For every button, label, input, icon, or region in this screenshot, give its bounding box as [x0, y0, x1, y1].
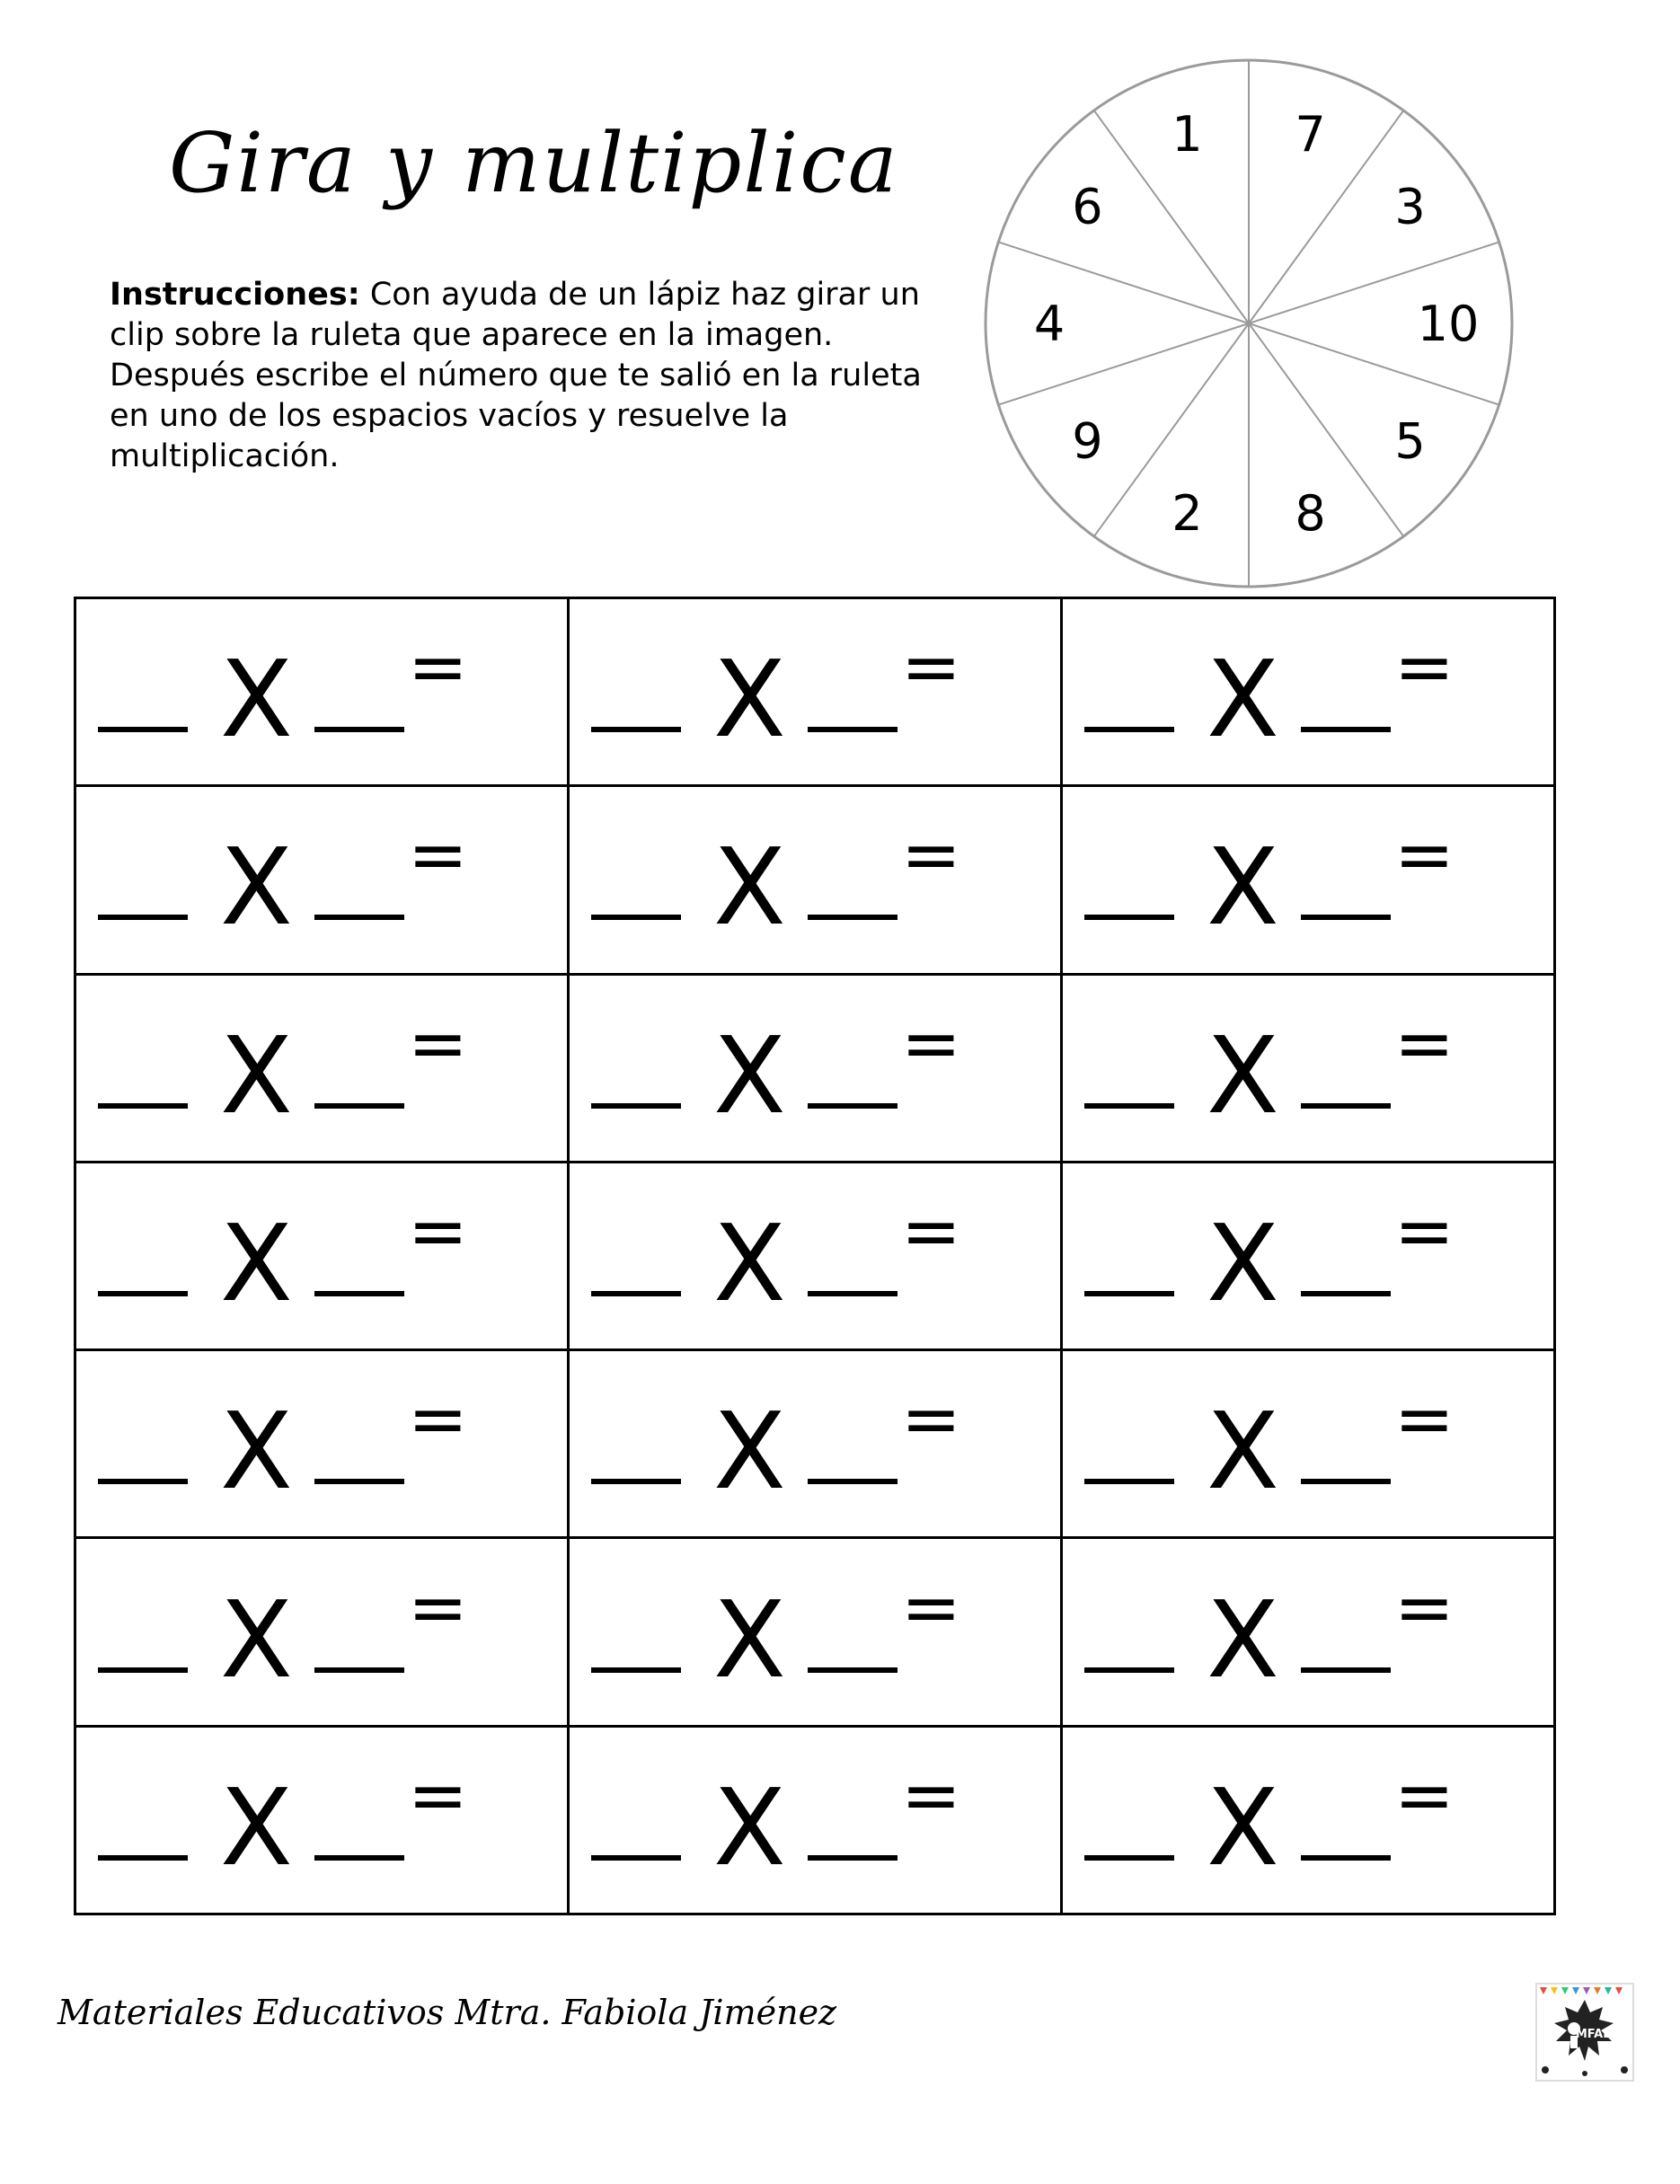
equals-sign: =: [900, 1001, 961, 1085]
second-factor-blank[interactable]: [314, 1479, 404, 1484]
multiplication-expression: [570, 1189, 1060, 1325]
multiplication-expression: [76, 1377, 567, 1514]
second-factor-blank[interactable]: [1301, 915, 1391, 920]
second-factor-blank[interactable]: [314, 1855, 404, 1861]
times-sign: X: [713, 1012, 786, 1137]
times-sign: X: [1207, 1012, 1279, 1137]
equals-sign: =: [407, 813, 468, 897]
wheel-number: 10: [1417, 296, 1480, 352]
equals-sign: =: [407, 1565, 468, 1649]
equals-sign: =: [1393, 1565, 1455, 1649]
multiplication-expression: [1063, 625, 1553, 762]
second-factor-blank[interactable]: [314, 915, 404, 920]
times-sign: X: [1207, 825, 1279, 950]
multiplication-expression: [570, 813, 1060, 950]
second-factor-blank[interactable]: [808, 1103, 897, 1109]
times-sign: X: [713, 825, 786, 950]
exercise-cell: [1062, 1538, 1555, 1726]
footer-credit: Materiales Educativos Mtra. Fabiola Jiménez: [57, 1993, 837, 2032]
times-sign: X: [220, 1577, 293, 1702]
first-factor-blank[interactable]: [1084, 915, 1174, 920]
second-factor-blank[interactable]: [1301, 1291, 1391, 1296]
equals-sign: =: [407, 1377, 468, 1462]
times-sign: X: [1207, 1577, 1279, 1702]
first-factor-blank[interactable]: [1084, 1103, 1174, 1109]
exercise-cell: [75, 786, 569, 974]
first-factor-blank[interactable]: [591, 1291, 681, 1296]
times-sign: X: [220, 1389, 293, 1514]
times-sign: X: [713, 1764, 786, 1889]
times-sign: X: [1207, 1200, 1279, 1325]
exercise-cell: [569, 1350, 1062, 1538]
equals-sign: =: [900, 813, 961, 897]
exercise-cell: [1062, 1350, 1555, 1538]
instructions-lead: Instrucciones:: [110, 277, 360, 313]
multiplication-expression: [1063, 1753, 1553, 1889]
wheel-number: 7: [1295, 105, 1326, 163]
first-factor-blank[interactable]: [98, 915, 188, 920]
first-factor-blank[interactable]: [1084, 727, 1174, 732]
times-sign: X: [220, 1764, 293, 1889]
equals-sign: =: [900, 1753, 961, 1837]
second-factor-blank[interactable]: [1301, 727, 1391, 732]
times-sign: X: [713, 637, 786, 762]
times-sign: X: [220, 1200, 293, 1325]
grid-row: [75, 1538, 1555, 1726]
second-factor-blank[interactable]: [314, 1291, 404, 1296]
exercise-cell: [1062, 1726, 1555, 1914]
multiplication-expression: [76, 1565, 567, 1702]
second-factor-blank[interactable]: [1301, 1667, 1391, 1673]
logo-text: MFAB: [1575, 2028, 1613, 2041]
first-factor-blank[interactable]: [98, 1667, 188, 1673]
first-factor-blank[interactable]: [591, 1103, 681, 1109]
teacher-logo-icon: [1534, 1982, 1635, 2082]
second-factor-blank[interactable]: [314, 727, 404, 732]
equals-sign: =: [1393, 1753, 1455, 1837]
first-factor-blank[interactable]: [591, 915, 681, 920]
multiplication-expression: [570, 1753, 1060, 1889]
grid-row: [75, 1350, 1555, 1538]
second-factor-blank[interactable]: [1301, 1479, 1391, 1484]
multiplication-expression: [570, 1001, 1060, 1137]
wheel-number: 9: [1072, 412, 1103, 470]
second-factor-blank[interactable]: [1301, 1855, 1391, 1861]
equals-sign: =: [407, 1753, 468, 1837]
times-sign: X: [713, 1200, 786, 1325]
times-sign: X: [220, 637, 293, 762]
exercise-cell: [75, 974, 569, 1162]
multiplication-expression: [1063, 1189, 1553, 1325]
equals-sign: =: [900, 625, 961, 710]
equals-sign: =: [1393, 1189, 1455, 1273]
wheel-number: 5: [1394, 412, 1426, 470]
multiplication-expression: [76, 1753, 567, 1889]
first-factor-blank[interactable]: [98, 727, 188, 732]
multiplication-expression: [76, 625, 567, 762]
first-factor-blank[interactable]: [98, 1855, 188, 1861]
multiplication-expression: [1063, 1001, 1553, 1137]
second-factor-blank[interactable]: [808, 915, 897, 920]
equals-sign: =: [1393, 813, 1455, 897]
times-sign: X: [220, 825, 293, 950]
times-sign: X: [713, 1577, 786, 1702]
first-factor-blank[interactable]: [98, 1479, 188, 1484]
worksheet-title: Gira y multiplica: [169, 115, 899, 211]
exercise-cell: [569, 598, 1062, 786]
second-factor-blank[interactable]: [1301, 1103, 1391, 1109]
grid-row: [75, 1726, 1555, 1914]
exercise-cell: [569, 1538, 1062, 1726]
multiplication-expression: [1063, 1565, 1553, 1702]
wheel-number: 4: [1033, 296, 1065, 352]
equals-sign: =: [900, 1189, 961, 1273]
first-factor-blank[interactable]: [1084, 1479, 1174, 1484]
grid-row: [75, 598, 1555, 786]
times-sign: X: [713, 1389, 786, 1514]
wheel-number: 3: [1394, 178, 1426, 235]
equals-sign: =: [407, 625, 468, 710]
first-factor-blank[interactable]: [1084, 1855, 1174, 1861]
equals-sign: =: [407, 1189, 468, 1273]
multiplication-expression: [76, 1189, 567, 1325]
wheel-number: 6: [1072, 178, 1103, 235]
first-factor-blank[interactable]: [1084, 1667, 1174, 1673]
exercise-cell: [569, 786, 1062, 974]
equals-sign: =: [1393, 1377, 1455, 1462]
grid-row: [75, 974, 1555, 1162]
times-sign: X: [1207, 1389, 1279, 1514]
second-factor-blank[interactable]: [808, 1291, 897, 1296]
exercise-cell: [75, 1726, 569, 1914]
equals-sign: =: [407, 1001, 468, 1085]
exercise-cell: [569, 974, 1062, 1162]
first-factor-blank[interactable]: [98, 1103, 188, 1109]
grid-row: [75, 1162, 1555, 1349]
wheel-number: 1: [1172, 105, 1203, 163]
first-factor-blank[interactable]: [98, 1291, 188, 1296]
first-factor-blank[interactable]: [591, 1479, 681, 1484]
second-factor-blank[interactable]: [808, 1479, 897, 1484]
exercise-cell: [75, 1538, 569, 1726]
second-factor-blank[interactable]: [808, 727, 897, 732]
multiplication-expression: [1063, 813, 1553, 950]
wheel-number: 8: [1295, 485, 1326, 543]
first-factor-blank[interactable]: [591, 727, 681, 732]
equals-sign: =: [900, 1565, 961, 1649]
first-factor-blank[interactable]: [591, 1855, 681, 1861]
first-factor-blank[interactable]: [1084, 1291, 1174, 1296]
equals-sign: =: [900, 1377, 961, 1462]
multiplication-expression: [570, 1565, 1060, 1702]
exercise-cell: [569, 1162, 1062, 1349]
exercise-cell: [75, 1350, 569, 1538]
multiplication-expression: [76, 813, 567, 950]
second-factor-blank[interactable]: [314, 1667, 404, 1673]
second-factor-blank[interactable]: [808, 1667, 897, 1673]
second-factor-blank[interactable]: [808, 1855, 897, 1861]
exercise-cell: [1062, 1162, 1555, 1349]
multiplication-expression: [570, 1377, 1060, 1514]
times-sign: X: [1207, 637, 1279, 762]
spinner-wheel: [979, 54, 1518, 593]
instructions-text: Con ayuda de un lápiz haz girar un clip sobre la ruleta que aparece en la imagen. Después escribe el número que te salió en la ruleta en uno de los espacios vacíos y resuelve la multiplicación.: [110, 277, 922, 474]
multiplication-expression: [1063, 1377, 1553, 1514]
exercise-cell: [1062, 786, 1555, 974]
multiplication-expression: [570, 625, 1060, 762]
exercise-cell: [1062, 974, 1555, 1162]
times-sign: X: [220, 1012, 293, 1137]
exercise-cell: [75, 598, 569, 786]
equals-sign: =: [1393, 625, 1455, 710]
exercise-cell: [569, 1726, 1062, 1914]
exercise-cell: [75, 1162, 569, 1349]
equals-sign: =: [1393, 1001, 1455, 1085]
times-sign: X: [1207, 1764, 1279, 1889]
multiplication-grid: [74, 597, 1556, 1915]
grid-row: [75, 786, 1555, 974]
wheel-number: 2: [1172, 485, 1203, 543]
instructions: [110, 275, 936, 477]
first-factor-blank[interactable]: [591, 1667, 681, 1673]
second-factor-blank[interactable]: [314, 1103, 404, 1109]
multiplication-expression: [76, 1001, 567, 1137]
exercise-cell: [1062, 598, 1555, 786]
